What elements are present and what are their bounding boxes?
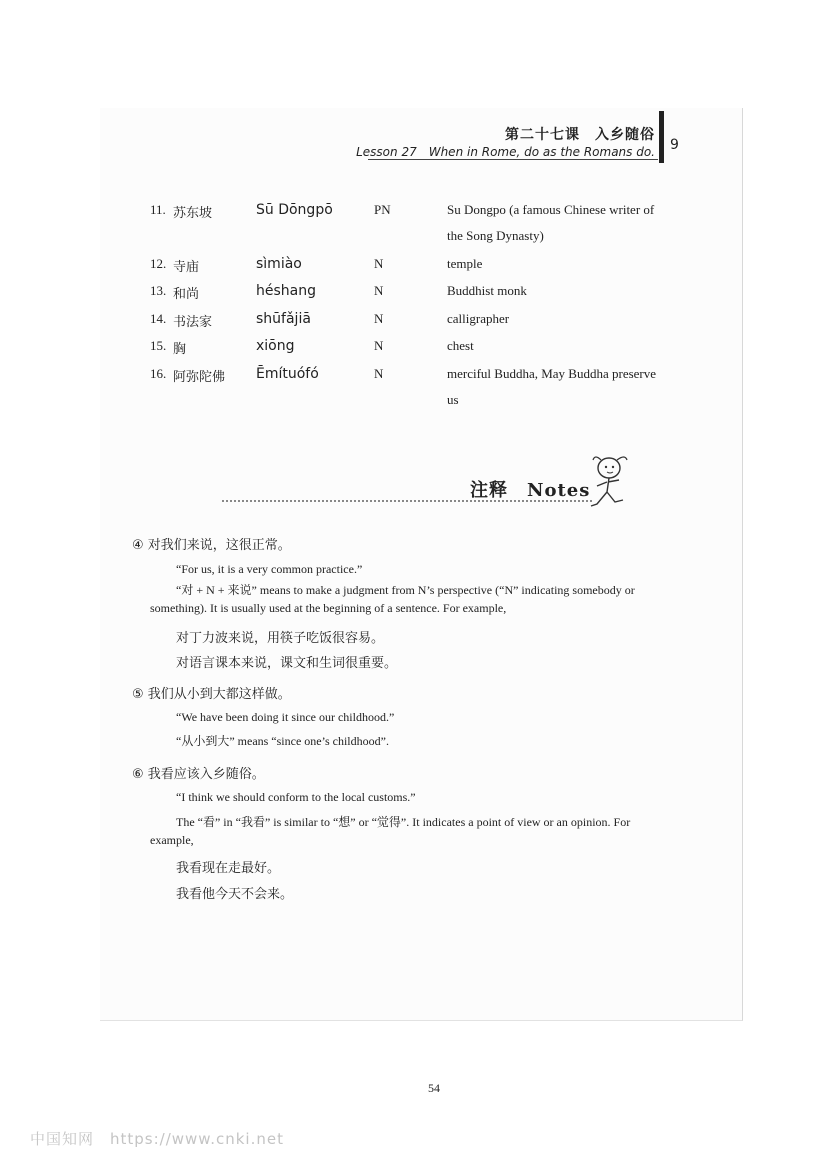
vocab-part-of-speech: N: [374, 366, 384, 381]
note-explanation: The “看” in “我看” is similar to “想” or “觉得”. It indicates a point of view or an opinion. For example,: [150, 815, 631, 847]
cartoon-figure-icon: [585, 452, 635, 514]
note-explanation: “从小到大” means “since one’s childhood”.: [176, 734, 389, 748]
note-explanation: “对 + N + 来说” means to make a judgment from N’s perspective (“N” indicating somebody or something). It is usually used at the beginning of a sentence. For example,: [150, 583, 635, 615]
vocab-pinyin: Ēmítuófó: [256, 366, 319, 382]
vocab-definition: merciful Buddha, May Buddha preserve us: [447, 366, 657, 407]
chapter-number: 9: [670, 137, 679, 153]
vocab-number: 16.: [150, 366, 167, 381]
note-heading: ⑤ 我们从小到大都这样做。: [132, 687, 291, 702]
vocab-definition: temple: [447, 256, 483, 271]
vocab-definition: Buddhist monk: [447, 283, 527, 298]
lesson-english-title: Lesson 27 When in Rome, do as the Romans do.: [356, 145, 655, 159]
note-heading: ④ 对我们来说，这很正常。: [132, 538, 291, 553]
vocab-definition: chest: [447, 338, 474, 353]
note-example: 对语言课本来说，课文和生词很重要。: [176, 656, 398, 671]
page-number: 54: [428, 1081, 440, 1095]
note-example: 对丁力波来说，用筷子吃饭很容易。: [176, 631, 385, 646]
lesson-chinese-title: 第二十七课 入乡随俗: [505, 127, 655, 143]
vocab-chinese: 寺庙: [173, 260, 200, 275]
vocab-row: [0, 338, 827, 364]
vocab-number: 12.: [150, 256, 167, 271]
header-rule: [368, 159, 658, 160]
vocab-chinese: 苏东坡: [173, 206, 213, 221]
note-example: 我看现在走最好。: [176, 861, 281, 876]
vocab-definition: Su Dongpo (a famous Chinese writer of the Song Dynasty): [447, 202, 655, 243]
vocab-row: [0, 202, 827, 243]
vocab-pinyin: Sū Dōngpō: [256, 202, 333, 218]
vocab-number: 15.: [150, 338, 167, 353]
vocab-row: [0, 256, 827, 282]
vocab-part-of-speech: N: [374, 256, 384, 271]
vocab-pinyin: xiōng: [256, 338, 295, 354]
vocab-number: 13.: [150, 283, 167, 298]
vocab-chinese: 和尚: [173, 287, 200, 302]
note-translation: “I think we should conform to the local customs.”: [176, 790, 416, 804]
note-translation: “For us, it is a very common practice.”: [176, 562, 363, 576]
vocab-part-of-speech: N: [374, 283, 384, 298]
notes-title: 注释 Notes: [470, 480, 591, 501]
note-heading: ⑥ 我看应该入乡随俗。: [132, 767, 265, 782]
vocab-pinyin: shūfǎjiā: [256, 311, 311, 327]
cnki-watermark: 中国知网 https://www.cnki.net: [30, 1130, 284, 1148]
vocab-number: 11.: [150, 202, 166, 217]
vocab-chinese: 书法家: [173, 315, 213, 330]
header-thumb-bar: [659, 111, 664, 163]
note-example: 我看他今天不会来。: [176, 887, 294, 902]
note-translation: “We have been doing it since our childhood.”: [176, 710, 395, 724]
vocab-row: [0, 283, 827, 309]
vocab-number: 14.: [150, 311, 167, 326]
vocab-row: [0, 366, 827, 407]
vocab-chinese: 阿弥陀佛: [173, 370, 226, 385]
vocab-part-of-speech: PN: [374, 202, 391, 217]
vocab-pinyin: sìmiào: [256, 256, 302, 272]
vocab-part-of-speech: N: [374, 338, 384, 353]
vocab-row: [0, 311, 827, 337]
vocab-definition: calligrapher: [447, 311, 510, 326]
vocab-chinese: 胸: [173, 342, 187, 357]
vocab-pinyin: héshang: [256, 283, 316, 299]
vocab-part-of-speech: N: [374, 311, 384, 326]
